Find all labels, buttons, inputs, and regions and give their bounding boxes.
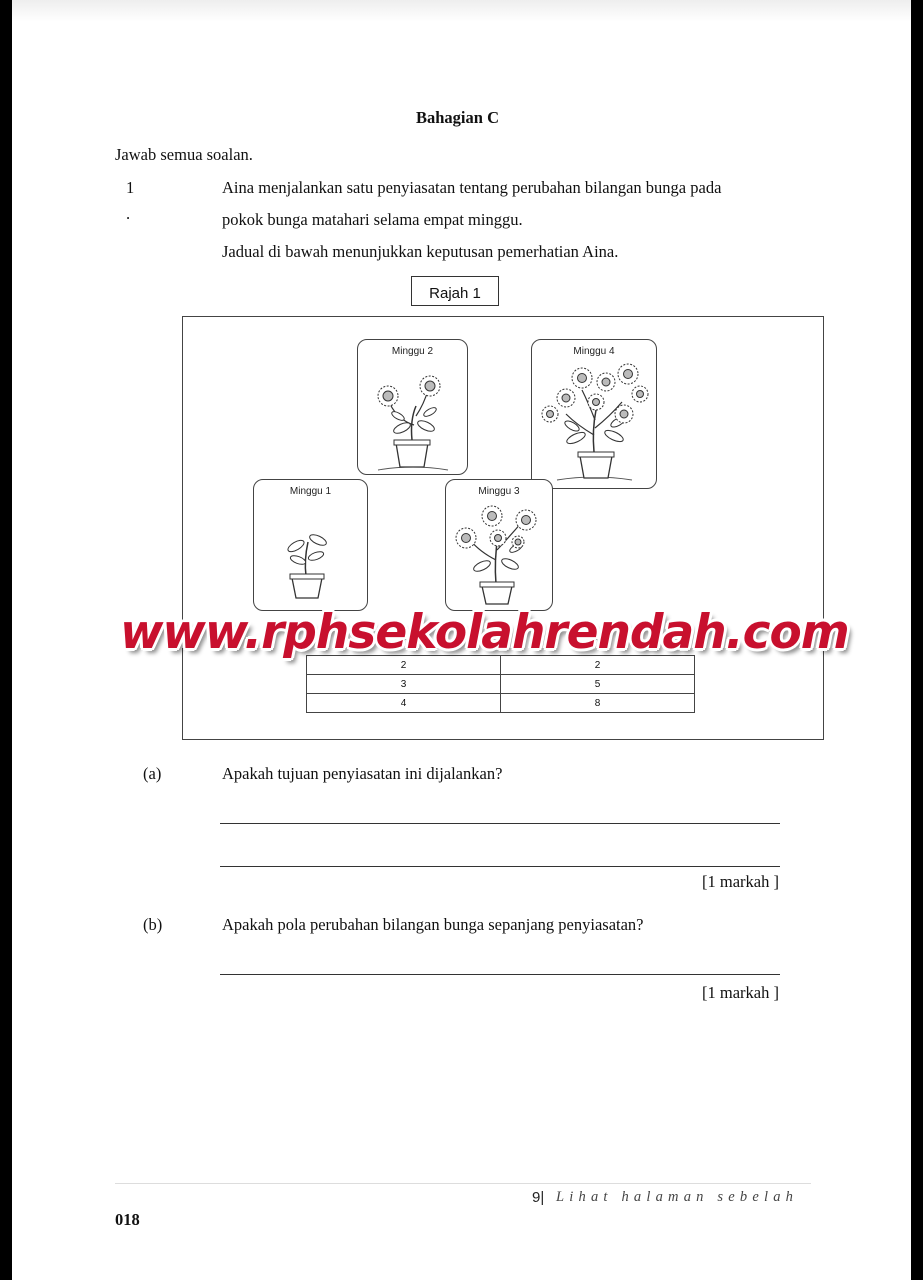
sunflower-plant-icon [532,340,656,488]
part-a-question: Apakah tujuan penyiasatan ini dijalankan? [222,764,503,783]
section-title: Bahagian C [416,108,499,127]
card-minggu-3 [445,479,553,611]
part-b-marks: [1 markah ] [702,983,779,1002]
watermark: www.rphsekolahrendah.com [120,605,849,660]
card-title: Minggu 2 [391,346,434,357]
table-cell-week: 3 [307,675,501,694]
question-number-dot: . [126,204,131,223]
card-minggu-2 [357,339,468,475]
table-cell-flowers: 2 [501,656,695,675]
top-shade [12,0,911,22]
footer-separator: | [540,1189,545,1206]
table-cell-week: 2 [307,656,501,675]
part-a-label: (a) [143,764,162,783]
part-b-question: Apakah pola perubahan bilangan bunga sepanjang penyiasatan? [222,915,644,934]
paper-code: 018 [115,1210,140,1229]
card-title: Minggu 1 [289,486,332,497]
table-cell-flowers: 5 [501,675,695,694]
table-cell-flowers: 8 [501,694,695,713]
question-text-line3: Jadual di bawah menunjukkan keputusan pemerhatian Aina. [222,242,619,261]
answer-line[interactable] [220,866,780,867]
next-page-text: Lihat halaman sebelah [556,1189,799,1205]
figure-label: Rajah 1 [411,276,499,306]
part-a-marks: [1 markah ] [702,872,779,891]
card-title: Minggu 3 [478,486,520,497]
sunflower-plant-icon [358,340,467,474]
figure-rajah-1 [182,316,824,740]
sunflower-plant-icon [446,480,552,610]
card-title: Minggu 4 [573,346,615,357]
instruction-text: Jawab semua soalan. [115,145,253,164]
page-number [532,1189,544,1206]
table-cell-week: 4 [307,694,501,713]
answer-line[interactable] [220,823,780,824]
card-minggu-1 [253,479,368,611]
part-b-label: (b) [143,915,163,934]
question-number: 1 [126,178,135,197]
answer-line[interactable] [220,974,780,975]
footer-rule [115,1183,811,1184]
card-minggu-4 [531,339,657,489]
document-page [12,0,911,1280]
page-number-value: 9 [532,1189,541,1206]
question-text-line1: Aina menjalankan satu penyiasatan tentang perubahan bilangan bunga pada [222,178,722,197]
table-row [307,675,695,694]
question-text-line2: pokok bunga matahari selama empat minggu. [222,210,523,229]
table-row [307,694,695,713]
seedling-plant-icon [254,480,367,610]
